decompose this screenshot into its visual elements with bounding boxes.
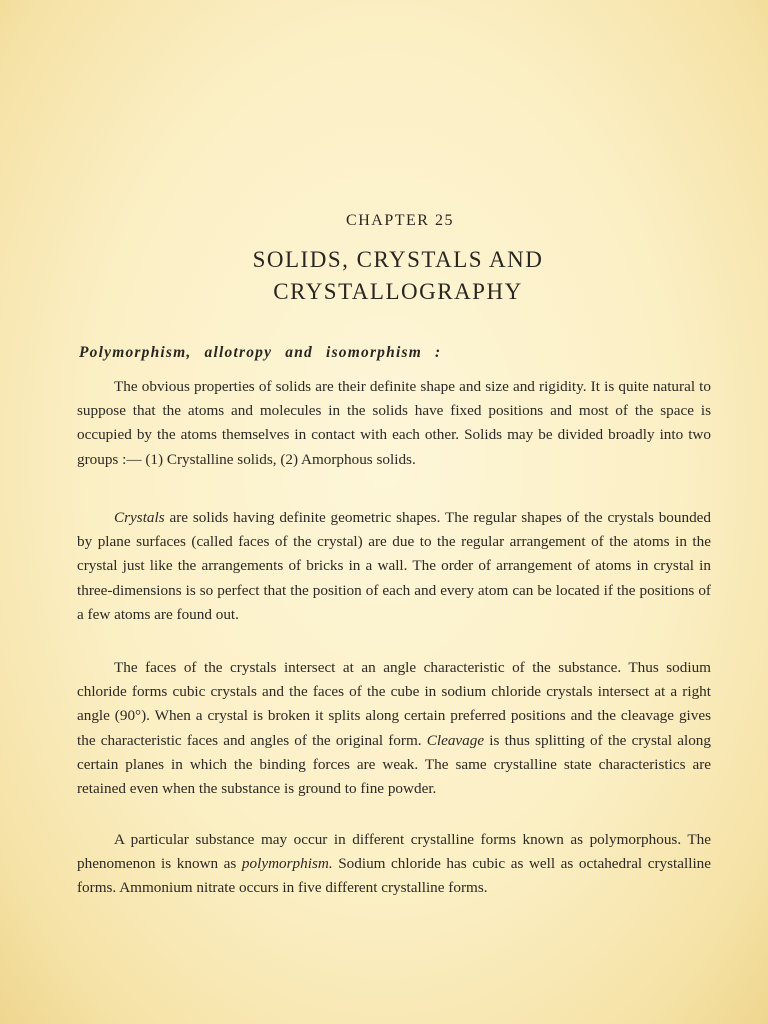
term-cleavage: Cleavage bbox=[426, 731, 485, 749]
paragraph-2-text: are solids having definite geometric shapes. The regular shapes of the crystals bounded by plane surfaces (called faces of the crystal) are due to the regular arrangement of the atoms in the crystal just like the arrangements of bricks in a wall. The order of arrangement of atoms in crystal in three-dimensions is so perfect that the position of each and every atom can be located if the positions of a few atoms are found out. bbox=[77, 509, 711, 623]
section-heading: Polymorphism, allotropy and isomorphism : bbox=[79, 344, 442, 361]
paragraph-3-text-b: is thus splitting of the crystal along certain planes in which the binding forces are weak. The same crystalline state characteristics are retained even when the substance is ground to fine powder. bbox=[77, 731, 711, 798]
paragraph-4-text-b: Sodium chloride has cubic as well as octahedral crystalline forms. Ammonium nitrate occurs in five different crystalline forms. bbox=[77, 855, 711, 897]
paragraph-4-text-a: A particular substance may occur in different crystalline forms known as polymorphous. The phenomenon is known as bbox=[77, 831, 711, 873]
paragraph-1-text: The obvious properties of solids are their definite shape and size and rigidity. It is quite natural to suppose that the atoms and molecules in the solids have fixed positions and most of the space is occupied by the atoms themselves in contact with each other. Solids may be divided broadly into two groups :— (1) Crystalline solids, (2) Amorphous solids. bbox=[77, 378, 711, 468]
chapter-title-line-1: SOLIDS, CRYSTALS AND bbox=[252, 247, 544, 272]
chapter-label: CHAPTER 25 bbox=[346, 212, 454, 229]
term-polymorphism: polymorphism. bbox=[241, 855, 333, 873]
paragraph-3-text-a: The faces of the crystals intersect at an angle characteristic of the substance. Thus sodium chloride forms cubic crystals and the faces of the cube in sodium chloride crystals intersect at a right angle (90°). When a crystal is broken it splits along certain preferred positions and the cleavage gives the characteristic faces and angles of the original form. bbox=[77, 659, 711, 749]
paragraph-4 bbox=[77, 828, 711, 901]
chapter-title-line-2: CRYSTALLOGRAPHY bbox=[273, 279, 523, 304]
paragraph-2 bbox=[77, 506, 711, 627]
chapter-title bbox=[0, 244, 768, 308]
paragraph-1 bbox=[77, 375, 711, 472]
term-crystals: Crystals bbox=[114, 509, 165, 526]
paragraph-3 bbox=[77, 656, 711, 801]
